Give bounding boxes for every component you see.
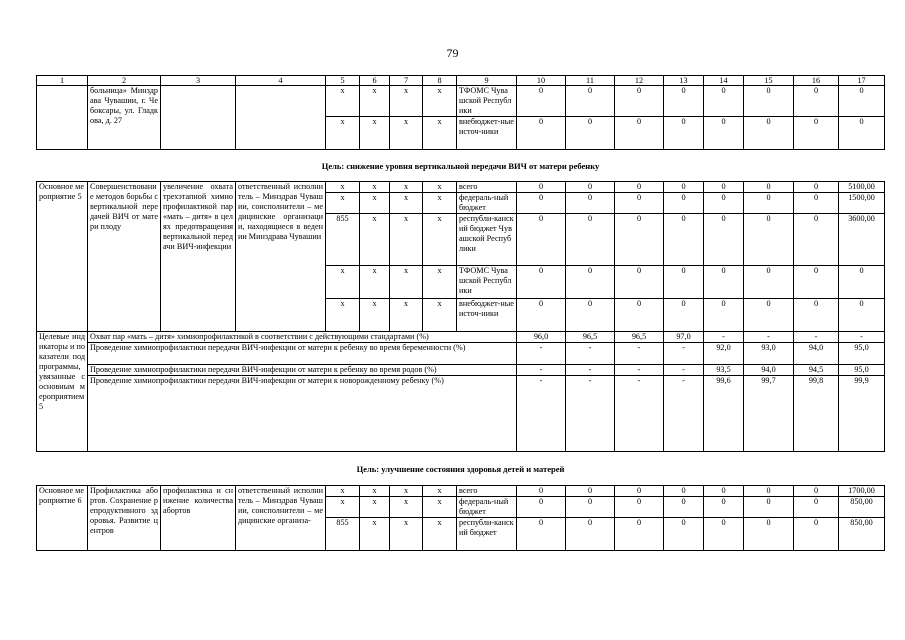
code-cell: x xyxy=(423,518,457,551)
value-cell: 0 xyxy=(664,518,704,551)
value-cell: 99,7 xyxy=(744,376,794,452)
value-cell: 0 xyxy=(517,266,566,299)
column-header: 1 xyxy=(37,76,88,86)
value-cell: 0 xyxy=(566,214,615,266)
value-cell: 0 xyxy=(664,193,704,214)
measure-result: увеличение охвата трехэтапной химиопрофилактикой пар «мать – дитя» в целях предотвращения вертикальной передачи ВИЧ-инфекции xyxy=(161,182,236,332)
value-cell: 95,0 xyxy=(839,365,885,376)
value-cell: 0 xyxy=(566,486,615,497)
value-cell: - xyxy=(517,343,566,365)
code-cell: x xyxy=(326,486,360,497)
value-cell: 95,0 xyxy=(839,343,885,365)
value-cell: 94,0 xyxy=(794,343,839,365)
value-cell: - xyxy=(615,365,664,376)
indicator-text: Проведение химиопрофилактики передачи ВИЧ-инфекции от матери к новорожденному ребенку (%) xyxy=(88,376,517,452)
value-cell: 0 xyxy=(664,486,704,497)
header-row xyxy=(37,76,885,86)
value-cell: 0 xyxy=(615,117,664,150)
value-cell: 0 xyxy=(517,117,566,150)
value-cell: 0 xyxy=(517,518,566,551)
value-cell: 0 xyxy=(517,182,566,193)
code-cell: x xyxy=(360,486,390,497)
empty-cell xyxy=(37,86,88,150)
value-cell: 92,0 xyxy=(704,343,744,365)
measure-name: Совершенствование методов борьбы с вертикальной передачей ВИЧ от матери плоду xyxy=(88,182,161,332)
column-header: 2 xyxy=(88,76,161,86)
measure-executor: ответственный исполнитель – Минздрав Чувашии, соисполнители – медицинские организации, находящиеся в ведении Минздрава Чувашии xyxy=(236,182,326,332)
measure-name: Профилактика абортов. Сохранение репродуктивного здоровья. Развитие центров xyxy=(88,486,161,551)
value-cell: 0 xyxy=(794,497,839,518)
value-cell: 94,0 xyxy=(744,365,794,376)
indicator-text: Охват пар «мать – дитя» химиопрофилактикой в соответствии с действующими стандартами (%) xyxy=(88,332,517,343)
table-row xyxy=(37,182,885,193)
table-row xyxy=(37,86,885,117)
value-cell: 0 xyxy=(615,486,664,497)
code-cell: x xyxy=(360,299,390,332)
code-cell: x xyxy=(360,214,390,266)
code-cell: x xyxy=(360,497,390,518)
value-cell: 99,6 xyxy=(704,376,744,452)
value-cell: 0 xyxy=(704,518,744,551)
value-cell: 0 xyxy=(517,299,566,332)
code-cell: x xyxy=(423,299,457,332)
value-cell: 0 xyxy=(704,193,744,214)
code-cell: x xyxy=(423,497,457,518)
code-cell: x xyxy=(360,117,390,150)
code-cell: x xyxy=(360,266,390,299)
table-row xyxy=(37,486,885,497)
funding-source: ТФОМС Чувашской Республики xyxy=(457,86,517,117)
value-cell: 0 xyxy=(664,266,704,299)
value-cell: 0 xyxy=(566,518,615,551)
value-cell: 0 xyxy=(615,266,664,299)
measure-number: Основное мероприятие 5 xyxy=(37,182,88,332)
value-cell: - xyxy=(615,343,664,365)
value-cell: 0 xyxy=(664,182,704,193)
value-cell: 0 xyxy=(839,86,885,117)
value-cell: 0 xyxy=(794,266,839,299)
value-cell: 0 xyxy=(517,497,566,518)
value-cell: 0 xyxy=(566,182,615,193)
value-cell: 0 xyxy=(794,182,839,193)
value-cell: 0 xyxy=(839,299,885,332)
value-cell: - xyxy=(664,343,704,365)
value-cell: 96,0 xyxy=(517,332,566,343)
program-table xyxy=(36,75,885,551)
value-cell: 0 xyxy=(615,182,664,193)
value-cell: - xyxy=(517,365,566,376)
value-cell: 0 xyxy=(744,182,794,193)
value-cell: 0 xyxy=(744,497,794,518)
value-cell: 0 xyxy=(704,486,744,497)
value-cell: 0 xyxy=(517,214,566,266)
code-cell: x xyxy=(390,497,423,518)
value-cell: 97,0 xyxy=(664,332,704,343)
value-cell: 1500,00 xyxy=(839,193,885,214)
funding-source: внебюджет-ные источ-ники xyxy=(457,117,517,150)
value-cell: 0 xyxy=(566,266,615,299)
value-cell: 0 xyxy=(517,86,566,117)
column-header: 5 xyxy=(326,76,360,86)
measure-result: профилактика и снижение количества абортов xyxy=(161,486,236,551)
value-cell: 0 xyxy=(794,193,839,214)
value-cell: 93,0 xyxy=(744,343,794,365)
value-cell: 0 xyxy=(704,214,744,266)
measure-executor: ответственный исполнитель – Минздрав Чувашии, соисполнители – медицинские организа- xyxy=(236,486,326,551)
value-cell: 0 xyxy=(664,299,704,332)
value-cell: - xyxy=(566,376,615,452)
value-cell: 96,5 xyxy=(615,332,664,343)
column-header: 3 xyxy=(161,76,236,86)
value-cell: 0 xyxy=(839,266,885,299)
value-cell: - xyxy=(566,343,615,365)
column-header: 6 xyxy=(360,76,390,86)
empty-cell xyxy=(236,86,326,150)
measure-number: Основное мероприятие 6 xyxy=(37,486,88,551)
value-cell: 0 xyxy=(744,214,794,266)
code-cell: x xyxy=(390,214,423,266)
value-cell: 0 xyxy=(517,193,566,214)
column-header: 14 xyxy=(704,76,744,86)
value-cell: 0 xyxy=(704,182,744,193)
organization-name: больница» Минздрава Чувашии, г. Чебоксары, ул. Гладкова, д. 27 xyxy=(88,86,161,150)
value-cell: 0 xyxy=(794,486,839,497)
column-header: 4 xyxy=(236,76,326,86)
goal-title: Цель: улучшение состояния здоровья детей и матерей xyxy=(37,452,885,486)
column-header: 9 xyxy=(457,76,517,86)
value-cell: 0 xyxy=(566,86,615,117)
column-header: 8 xyxy=(423,76,457,86)
goal-title: Цель: снижение уровня вертикальной передачи ВИЧ от матери ребенку xyxy=(37,150,885,182)
code-cell: 855 xyxy=(326,518,360,551)
code-cell: x xyxy=(326,193,360,214)
code-cell: x xyxy=(360,193,390,214)
value-cell: 0 xyxy=(794,299,839,332)
empty-cell xyxy=(161,86,236,150)
indicator-text: Проведение химиопрофилактики передачи ВИЧ-инфекции от матери к ребенку во время беременности (%) xyxy=(88,343,517,365)
value-cell: 0 xyxy=(664,86,704,117)
code-cell: x xyxy=(360,518,390,551)
value-cell: 0 xyxy=(615,86,664,117)
value-cell: - xyxy=(839,332,885,343)
value-cell: 0 xyxy=(566,299,615,332)
value-cell: 0 xyxy=(744,518,794,551)
code-cell: x xyxy=(360,182,390,193)
value-cell: 99,8 xyxy=(794,376,839,452)
goal-row xyxy=(37,150,885,182)
code-cell: x xyxy=(326,117,360,150)
code-cell: x xyxy=(326,299,360,332)
indicators-label: Целевые индикаторы и показатели подпрограммы, увязанные с основным мероприятием 5 xyxy=(37,332,88,452)
code-cell: x xyxy=(390,486,423,497)
code-cell: x xyxy=(423,214,457,266)
column-header: 11 xyxy=(566,76,615,86)
code-cell: x xyxy=(423,486,457,497)
value-cell: 1700,00 xyxy=(839,486,885,497)
code-cell: 855 xyxy=(326,214,360,266)
value-cell: 0 xyxy=(615,497,664,518)
value-cell: 0 xyxy=(794,86,839,117)
code-cell: x xyxy=(326,497,360,518)
value-cell: 0 xyxy=(744,86,794,117)
code-cell: x xyxy=(423,266,457,299)
value-cell: 0 xyxy=(744,117,794,150)
indicator-row xyxy=(37,365,885,376)
value-cell: 0 xyxy=(704,266,744,299)
column-header: 15 xyxy=(744,76,794,86)
indicator-row xyxy=(37,343,885,365)
code-cell: x xyxy=(326,86,360,117)
value-cell: 0 xyxy=(664,214,704,266)
value-cell: 0 xyxy=(615,214,664,266)
value-cell: 0 xyxy=(794,117,839,150)
value-cell: 93,5 xyxy=(704,365,744,376)
value-cell: 3600,00 xyxy=(839,214,885,266)
indicator-row xyxy=(37,376,885,452)
value-cell: - xyxy=(744,332,794,343)
page-number: 79 xyxy=(446,46,459,60)
funding-source: внебюджет-ные источ-ники xyxy=(457,299,517,332)
indicator-text: Проведение химиопрофилактики передачи ВИЧ-инфекции от матери к ребенку во время родов (%) xyxy=(88,365,517,376)
value-cell: 0 xyxy=(566,117,615,150)
column-header: 12 xyxy=(615,76,664,86)
column-header: 17 xyxy=(839,76,885,86)
value-cell: 0 xyxy=(839,117,885,150)
value-cell: - xyxy=(615,376,664,452)
value-cell: 0 xyxy=(566,193,615,214)
code-cell: x xyxy=(360,86,390,117)
code-cell: x xyxy=(390,518,423,551)
value-cell: 94,5 xyxy=(794,365,839,376)
value-cell: - xyxy=(664,376,704,452)
value-cell: 0 xyxy=(704,117,744,150)
value-cell: 0 xyxy=(744,299,794,332)
value-cell: 5100,00 xyxy=(839,182,885,193)
funding-source: федераль-ный бюджет xyxy=(457,193,517,214)
value-cell: 0 xyxy=(744,486,794,497)
value-cell: 0 xyxy=(566,497,615,518)
goal-row xyxy=(37,452,885,486)
value-cell: - xyxy=(566,365,615,376)
column-header: 16 xyxy=(794,76,839,86)
funding-source: всего xyxy=(457,486,517,497)
funding-source: ТФОМС Чувашской Республики xyxy=(457,266,517,299)
code-cell: x xyxy=(390,193,423,214)
value-cell: 0 xyxy=(615,518,664,551)
value-cell: 96,5 xyxy=(566,332,615,343)
column-header: 7 xyxy=(390,76,423,86)
column-header: 10 xyxy=(517,76,566,86)
code-cell: x xyxy=(423,86,457,117)
funding-source: федераль-ный бюджет xyxy=(457,497,517,518)
funding-source: республи-канский бюджет xyxy=(457,518,517,551)
value-cell: 0 xyxy=(744,266,794,299)
value-cell: 0 xyxy=(744,193,794,214)
funding-source: всего xyxy=(457,182,517,193)
value-cell: 0 xyxy=(517,486,566,497)
value-cell: - xyxy=(517,376,566,452)
code-cell: x xyxy=(390,86,423,117)
code-cell: x xyxy=(390,182,423,193)
value-cell: - xyxy=(664,365,704,376)
value-cell: 0 xyxy=(615,299,664,332)
indicator-row xyxy=(37,332,885,343)
value-cell: 0 xyxy=(615,193,664,214)
value-cell: 99,9 xyxy=(839,376,885,452)
code-cell: x xyxy=(326,182,360,193)
code-cell: x xyxy=(390,266,423,299)
code-cell: x xyxy=(390,299,423,332)
code-cell: x xyxy=(423,193,457,214)
value-cell: 0 xyxy=(664,117,704,150)
value-cell: 850,00 xyxy=(839,518,885,551)
value-cell: 0 xyxy=(704,497,744,518)
code-cell: x xyxy=(423,182,457,193)
value-cell: 0 xyxy=(794,214,839,266)
value-cell: 850,00 xyxy=(839,497,885,518)
value-cell: 0 xyxy=(704,86,744,117)
funding-source: республи-канский бюджет Чувашской Республики xyxy=(457,214,517,266)
value-cell: 0 xyxy=(664,497,704,518)
code-cell: x xyxy=(326,266,360,299)
code-cell: x xyxy=(390,117,423,150)
value-cell: - xyxy=(794,332,839,343)
value-cell: - xyxy=(704,332,744,343)
column-header: 13 xyxy=(664,76,704,86)
code-cell: x xyxy=(423,117,457,150)
value-cell: 0 xyxy=(794,518,839,551)
value-cell: 0 xyxy=(704,299,744,332)
